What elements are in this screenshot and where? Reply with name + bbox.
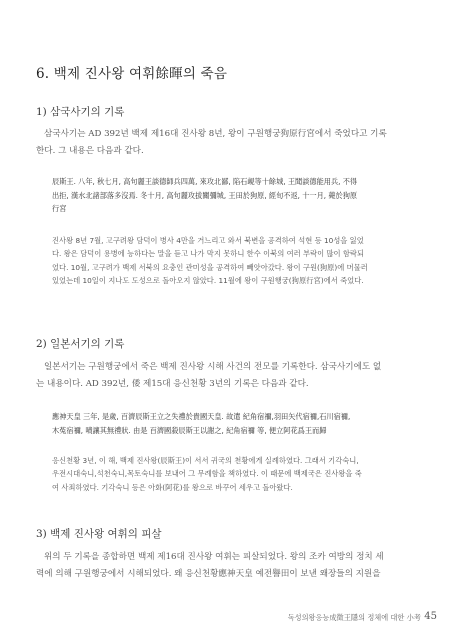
section-heading-samguk-sagi: 1) 삼국사기의 기록 [36,106,125,118]
korean-translation: 응신천황 3년, 이 해, 백제 진사왕(辰斯王)이 서서 귀국의 천황에게 실례하였다. 그래서 기각숙니, 우전시대숙니,석천숙니,목토숙니를 보내어 그 무례함을 책하였다. 이 때문에 백제국은 진사왕을 죽 여 사죄하였다. 기각숙니 등은 아화(阿花)를 왕으로 바꾸어 세우고 돌아왔다. [52,456,362,492]
section-intro-paragraph: 위의 두 기록을 종합하면 백제 제16대 진사왕 여휘는 피살되었다. 왕의 조카 여방의 정치 세 력에 의해 구원행궁에서 시해되었다. 왜 응신천황應神天皇 예전譽田이 보낸 왜장들의 지원을 [36,552,384,579]
section-heading-nihon-shoki: 2) 일본서기의 기록 [36,338,125,350]
korean-translation: 진사왕 8년 7월, 고구려왕 담덕이 병사 4만을 거느리고 와서 북변을 공격하여 석현 등 10성을 잃었 다. 왕은 담덕이 용병에 능하다는 말을 듣고 나가 막지 못하니 한수 이북의 여러 부락이 많이 함락되 었다. 10월, 고구려가 백제 서북의 요충인 관미성을 공격하여 빼앗아갔다. 왕이 구원(狗原)에 머물러 있었는데 10일이 지나도 도성으로 돌아오지 않았다. 11월에 왕이 구원행궁(狗原行宮)에서 죽었다. [52,236,368,285]
running-footer-title: 독성의왕응능成徵王隱의 정체에 대한 小考 [287,613,421,622]
page-number: 45 [424,611,437,622]
section-intro-paragraph: 삼국사기는 AD 392년 백제 제16대 진사왕 8년, 왕이 구원행궁狗原行宮에서 죽었다고 기록 한다. 그 내용은 다음과 같다. [36,129,387,156]
section-intro-paragraph: 일본서기는 구원행궁에서 죽은 백제 진사왕 시해 사건의 전모를 기록한다. 삼국사기에도 없 는 내용이다. AD 392년, 倭 제15대 응신천황 3년의 기록은 다음과 같다. [36,362,382,389]
classical-chinese-quote: 應神天皇 三年, 是歲, 百濟辰斯王立之失禮於貴國天皇. 故遣 紀角宿禰,羽田矢代宿禰,石川宿禰, 木菟宿禰, 嘖讓其無禮狀. 由是 百濟國殺辰斯王以謝之, 紀角宿禰 等, 便立阿花爲王而歸 [52,412,351,435]
classical-chinese-quote: 辰斯王. 八年, 秋七月, 高句麗王談德師兵四萬, 來攻北鄙, 陷石峴等十餘城, 王聞談德能用兵, 不得 出拒, 漢水北諸部落多沒焉. 冬十月, 高句麗攻拔關彌城, 王田於狗原, 經旬不返, 十一月, 薨於狗原 行宮 [52,177,358,213]
section-heading-assassination: 3) 백제 진사왕 여휘의 피살 [36,528,162,540]
chapter-title: 6. 백제 진사왕 여휘餘暉의 죽음 [36,66,228,82]
